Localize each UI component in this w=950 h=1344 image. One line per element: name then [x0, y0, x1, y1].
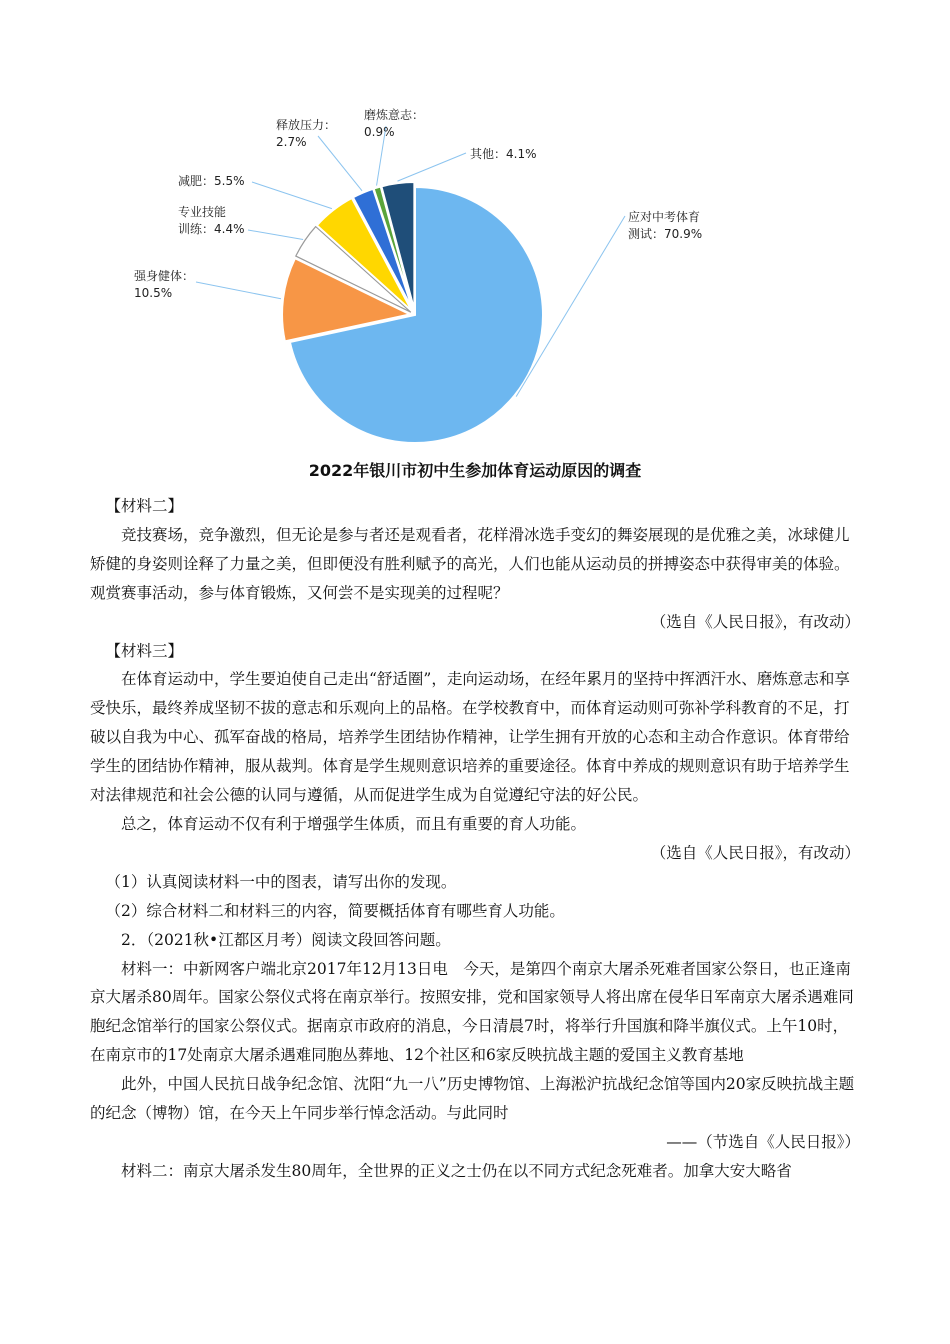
- pie-label-3: 减肥：5.5%: [178, 174, 245, 188]
- leader-line-1: [196, 282, 281, 299]
- material-three-summary: 总之，体育运动不仅有利于增强学生体质，而且有重要的育人功能。: [121, 814, 587, 833]
- chart-title: 2022年银川市初中生参加体育运动原因的调查: [308, 461, 642, 480]
- news-paragraph-three: 材料二：南京大屠杀发生80周年，全世界的正义之士仍在以不同方式纪念死难者。加拿大安大略省: [121, 1161, 792, 1180]
- news-paragraph-one: 材料一：中新网客户端北京2017年12月13日电 今天，是第四个南京大屠杀死难者国家公祭日，也正逢南京大屠杀80周年。国家公祭仪式将在南京举行。按照安排，党和国家领导人将出席在侵华日军南京大屠杀遇难同胞纪念馆举行的国家公祭仪式。据南京市政府的消息，今日清晨7时，将举行升国旗和降半旗仪式。上午10时，在南京市的17处南京大屠杀遇难同胞丛葬地、12个社区和6家反映抗战主题的爱国主义教育基地: [90, 959, 854, 1065]
- material-three-heading: 【材料三】: [105, 641, 184, 660]
- next-question-heading: 2．（2021秋•江都区月考）阅读文段回答问题。: [121, 930, 451, 949]
- pie-label-5: 磨炼意志： 0.9%: [364, 108, 425, 139]
- material-three-source: （选自《人民日报》，有改动）: [650, 843, 860, 862]
- pie-chart: [0, 90, 950, 460]
- question-one: （1）认真阅读材料一中的图表，请写出你的发现。: [105, 872, 457, 891]
- question-two: （2）综合材料二和材料三的内容，简要概括体育有哪些育人功能。: [105, 901, 565, 920]
- leader-line-3: [252, 182, 332, 209]
- news-source: ——（节选自《人民日报》）: [666, 1132, 860, 1151]
- material-two-paragraph: 竞技赛场，竞争激烈，但无论是参与者还是观看者，花样滑冰选手变幻的舞姿展现的是优雅之美，冰球健儿矫健的身姿则诠释了力量之美，但即便没有胜利赋予的高光，人们也能从运动员的拼搏姿态中获得审美的体验。观赏赛事活动，参与体育锻炼，又何尝不是实现美的过程呢？: [90, 525, 850, 602]
- leader-line-4: [318, 136, 362, 191]
- pie-label-2: 专业技能训练：4.4%: [178, 205, 245, 236]
- material-two-heading: 【材料二】: [105, 497, 184, 515]
- material-two-source: （选自《人民日报》，有改动）: [650, 612, 860, 631]
- leader-line-2: [248, 230, 303, 240]
- material-three-paragraph: 在体育运动中，学生要迫使自己走出“舒适圈”，走向运动场，在经年累月的坚持中挥洒汗水、磨炼意志和享受快乐，最终养成坚韧不拔的意志和乐观向上的品格。在学校教育中，而体育运动则可弥补学科教育的不足，打破以自我为中心、孤军奋战的格局，培养学生团结协作精神，让学生拥有开放的心态和主动合作意识。体育带给学生的团结协作精神，服从裁判。体育是学生规则意识培养的重要途径。体育中养成的规则意识有助于培养学生对法律规范和社会公德的认同与遵循，从而促进学生成为自觉遵纪守法的好公民。: [90, 670, 850, 805]
- news-paragraph-two: 此外，中国人民抗日战争纪念馆、沈阳“九一八”历史博物馆、上海淞沪抗战纪念馆等国内20家反映抗战主题的纪念（博物）馆，在今天上午同步举行悼念活动。与此同时: [90, 1075, 855, 1123]
- pie-label-0: 应对中考体育测试：70.9%: [628, 210, 703, 241]
- pie-label-1: 强身健体： 10.5%: [134, 269, 195, 300]
- document-text: [90, 492, 860, 1186]
- pie-label-4: 释放压力： 2.7%: [276, 118, 337, 149]
- pie-label-6: 其他：4.1%: [470, 147, 537, 161]
- leader-line-6: [397, 153, 466, 181]
